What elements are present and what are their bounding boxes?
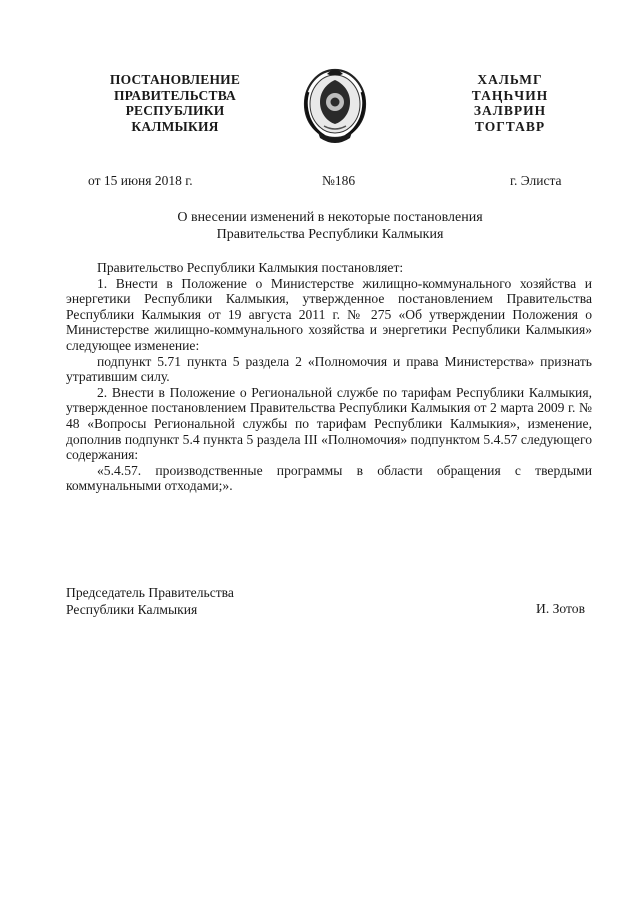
body-paragraph: 1. Внести в Положение о Министерстве жилищно-коммунального хозяйства и энергетики Республики Калмыкия, утвержденное постановлением Правительства Республики Калмыкия от 19 августа 2011 г. № 275 «Об утверждении Положения о Министерстве жилищно-коммунального хозяйства и энергетики Республики Калмыкия» следующее изменение: <box>66 275 592 353</box>
document-date: от 15 июня 2018 г. <box>88 173 193 188</box>
header-left-line: РЕСПУБЛИКИ <box>125 103 225 118</box>
signature-position-line: Республики Калмыкия <box>66 602 198 617</box>
header-right-title <box>450 72 570 134</box>
header-right-line: ТАҢҺЧИН <box>471 87 549 103</box>
header-right-line: ХАЛЬМГ <box>477 72 543 87</box>
header-left-line: КАЛМЫКИЯ <box>131 118 219 134</box>
header-left-line: ПОСТАНОВЛЕНИЕ <box>109 72 241 87</box>
document-body <box>66 260 592 494</box>
header-left-title <box>100 72 250 134</box>
header-right-line: ЗАЛВРИН <box>473 103 547 118</box>
document-title <box>120 209 540 243</box>
body-paragraph: «5.4.57. производственные программы в области обращения с твердыми коммунальными отходами;». <box>66 462 592 494</box>
header-left-line: ПРАВИТЕЛЬСТВА <box>113 87 236 103</box>
body-paragraph: Правительство Республики Калмыкия постановляет: <box>97 260 404 275</box>
title-line: О внесении изменений в некоторые постановления <box>177 210 483 225</box>
document-city: г. Элиста <box>510 173 562 188</box>
title-line: Правительства Республики Калмыкия <box>216 227 444 242</box>
coat-of-arms-icon <box>296 62 374 148</box>
signature-position-line: Председатель Правительства <box>66 585 234 600</box>
signature-position <box>66 584 234 618</box>
body-paragraph: подпункт 5.71 пункта 5 раздела 2 «Полномочия и права Министерства» признать утратившим силу. <box>66 353 592 385</box>
document-number: №186 <box>322 173 356 188</box>
body-paragraph: 2. Внести в Положение о Региональной службе по тарифам Республики Калмыкия, утвержденное постановлением Правительства Республики Калмыкия от 2 марта 2009 г. № 48 «Вопросы Региональной службы по тарифам Республики Калмыкия», изменение, дополнив подпункт 5.4 пункта 5 раздела III «Полномочия» подпунктом 5.4.57 следующего содержания: <box>66 384 592 463</box>
signature-name: И. Зотов <box>536 601 586 616</box>
header-right-line: ТОГТАВР <box>474 118 546 134</box>
